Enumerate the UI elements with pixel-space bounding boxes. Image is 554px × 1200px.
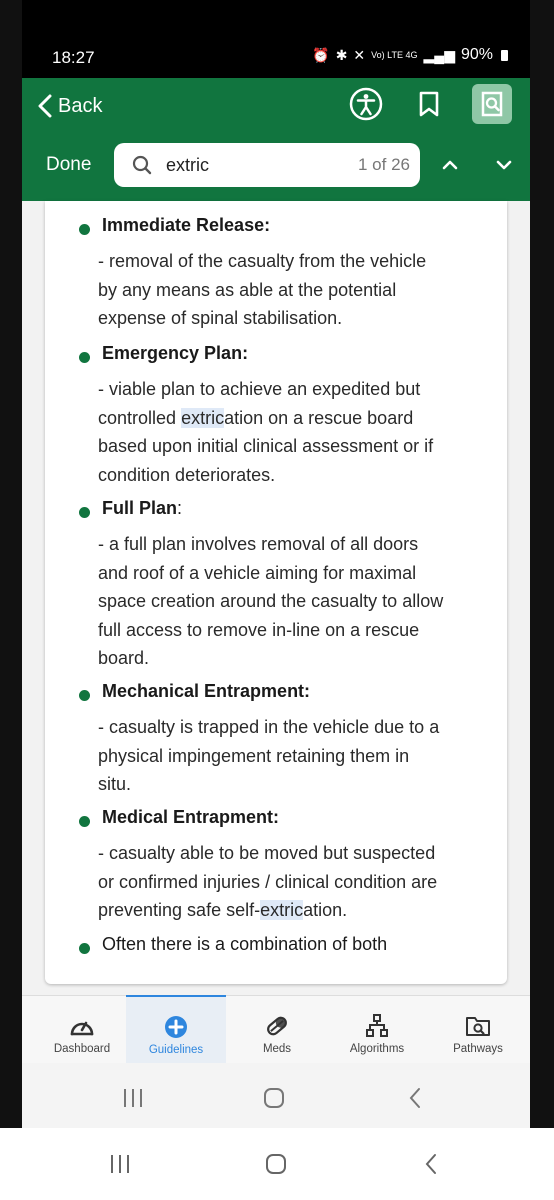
match-count: 1 of 26	[358, 155, 410, 174]
definition-text: - viable plan to achieve an expedited but controlled extrication on a rescue board based upon initial clinical assessment or if condition deteriorates.	[98, 379, 434, 485]
outer-recent-apps-button[interactable]	[105, 1149, 135, 1179]
flowchart-icon	[365, 1014, 389, 1038]
status-time: 18:27	[52, 48, 95, 67]
nav-meds[interactable]	[232, 996, 322, 1064]
nav-guidelines[interactable]	[126, 995, 226, 1065]
find-bar	[22, 140, 530, 194]
chevron-down-icon	[496, 160, 512, 170]
system-back-button[interactable]	[400, 1083, 430, 1113]
definition-term: Emergency Plan:	[102, 343, 249, 363]
network-type: Vo) LTE 4G	[371, 49, 418, 60]
recent-apps-icon	[109, 1154, 131, 1174]
outer-system-nav-bar	[0, 1128, 554, 1200]
chevron-left-icon	[36, 94, 54, 118]
bullet-icon	[79, 352, 90, 363]
pill-icon	[264, 1014, 290, 1038]
battery-level: 90%	[460, 46, 493, 63]
bullet-icon	[79, 224, 90, 235]
content-area[interactable]	[22, 201, 530, 995]
search-match-highlight: extric	[260, 900, 304, 921]
definition-text: - casualty able to be moved but suspected or confirmed injuries / clinical condition are preventing safe self-extrication.	[98, 843, 438, 921]
plus-circle-icon	[164, 1015, 188, 1039]
definition-text: - a full plan involves removal of all doors and roof of a vehicle aiming for maximal space creation around the casualty to allow full access to remove in-line on a rescue board.	[98, 534, 444, 669]
nav-label: Algorithms	[349, 1043, 405, 1055]
nav-label: Guidelines	[148, 1044, 204, 1056]
definition-term: Immediate Release:	[102, 215, 271, 235]
next-match-button[interactable]	[491, 152, 517, 178]
search-match-highlight: extric	[181, 407, 225, 428]
bookmark-icon	[417, 90, 441, 118]
alarm-icon: ⏰	[312, 46, 330, 63]
home-icon	[263, 1087, 285, 1109]
bookmark-button[interactable]	[409, 84, 449, 124]
definition-term: Full Plan:	[102, 498, 183, 518]
nav-dashboard[interactable]	[36, 996, 128, 1064]
nav-label: Meds	[262, 1043, 292, 1055]
find-in-page-button[interactable]	[472, 84, 512, 124]
definition-text: - removal of the casualty from the vehicle by any means as able at the potential expense of spinal stabilisation.	[98, 251, 427, 329]
system-nav-bar	[22, 1063, 530, 1128]
phone-screen	[22, 0, 530, 1128]
app-header	[22, 78, 530, 201]
previous-match-button[interactable]	[437, 152, 463, 178]
speedometer-icon	[69, 1014, 95, 1038]
bluetooth-icon: ✱	[335, 46, 348, 63]
folder-search-icon	[465, 1014, 491, 1038]
nav-algorithms[interactable]	[332, 996, 422, 1064]
battery-icon	[501, 50, 508, 61]
status-icons	[312, 46, 508, 64]
back-label: Back	[58, 94, 103, 117]
back-arrow-icon	[408, 1087, 422, 1109]
definition-text: - casualty is trapped in the vehicle due to a physical impingement retaining them in situ.	[98, 717, 440, 795]
bottom-nav	[22, 995, 530, 1064]
search-box[interactable]	[114, 143, 420, 187]
outer-home-button[interactable]	[261, 1149, 291, 1179]
home-icon	[265, 1153, 287, 1175]
search-icon	[132, 155, 152, 175]
bullet-icon	[79, 816, 90, 827]
search-input[interactable]	[166, 155, 336, 176]
definition-term: Medical Entrapment:	[102, 807, 280, 827]
done-button[interactable]: Done	[46, 154, 92, 175]
outer-back-button[interactable]	[416, 1149, 446, 1179]
accessibility-icon	[349, 87, 383, 121]
recent-apps-icon	[122, 1088, 144, 1108]
status-bar	[22, 0, 530, 78]
back-arrow-icon	[424, 1153, 438, 1175]
bullet-icon	[79, 690, 90, 701]
nav-label: Dashboard	[53, 1043, 111, 1055]
bullet-icon	[79, 507, 90, 518]
document-search-icon	[479, 90, 505, 118]
bullet-icon	[79, 943, 90, 954]
chevron-up-icon	[442, 160, 458, 170]
mute-icon: ✕	[353, 46, 366, 63]
nav-label: Pathways	[453, 1043, 503, 1055]
nav-pathways[interactable]	[432, 996, 524, 1064]
recent-apps-button[interactable]	[118, 1083, 148, 1113]
accessibility-button[interactable]	[346, 84, 386, 124]
summary-text: Often there is a combination of both	[102, 934, 388, 954]
guideline-card	[45, 201, 507, 984]
back-button[interactable]	[36, 88, 102, 124]
definition-term: Mechanical Entrapment:	[102, 681, 311, 701]
signal-icon: ▂▄▆	[423, 46, 455, 63]
home-button[interactable]	[259, 1083, 289, 1113]
